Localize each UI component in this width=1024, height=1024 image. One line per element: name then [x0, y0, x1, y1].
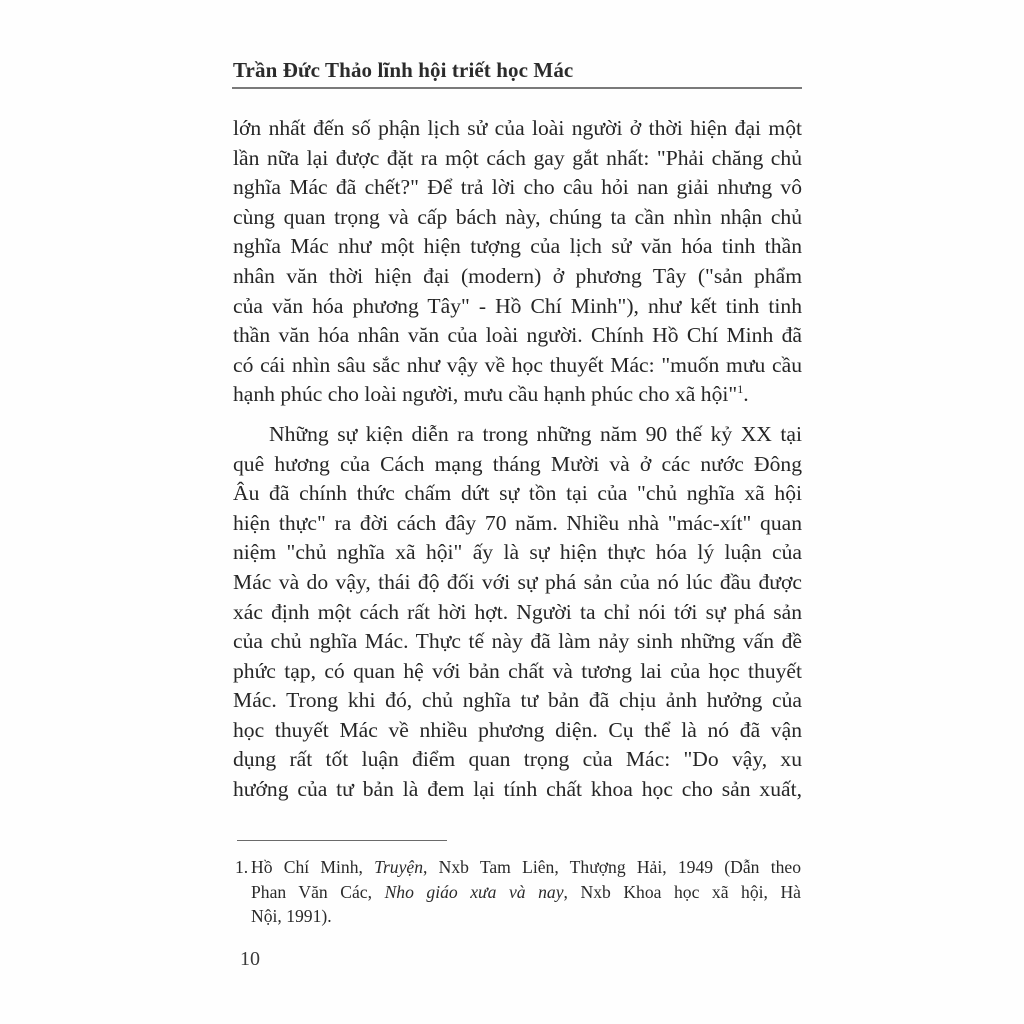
footnote-line [251, 855, 801, 880]
footnote-text: , Nxb Khoa học xã hội, Hà [563, 881, 801, 902]
text-line: Âu đã chính thức chấm dứt sự tồn tại của "chủ nghĩa xã hội [233, 481, 802, 506]
text-line: lần nữa lại được đặt ra một cách gay gắt nhất: "Phải chăng chủ [233, 145, 802, 170]
text-line: phức tạp, có quan hệ với bản chất và tương lai của học thuyết [233, 658, 802, 683]
text-line: dụng rất tốt luận điểm quan trọng của Mác: "Do vậy, xu [233, 747, 802, 772]
text-line: hiện thực" ra đời cách đây 70 năm. Nhiều nhà "mác-xít" quan [233, 510, 802, 535]
footnote-text: , Nxb Tam Liên, Thượng Hải, 1949 (Dẫn theo [423, 857, 801, 877]
text-fragment: . [743, 382, 749, 407]
footnote-text: Hồ Chí Minh, [251, 857, 375, 877]
text-line: xác định một cách rất hời hợt. Người ta chỉ nói tới sự phá sản [233, 599, 802, 624]
body-text [233, 114, 802, 805]
footnote-item [233, 855, 801, 929]
text-line: nghĩa Mác như một hiện tượng của lịch sử văn hóa tinh thần [233, 234, 802, 259]
text-line: của văn hóa phương Tây" - Hồ Chí Minh"), như kết tinh tinh [233, 293, 802, 318]
text-line: quê hương của Cách mạng tháng Mười và ở các nước Đông [233, 451, 802, 476]
text-line-last [233, 380, 802, 410]
text-line: học thuyết Mác về nhiều phương diện. Cụ thể là nó đã vận [233, 717, 802, 742]
text-line: hướng của tư bản là đem lại tính chất khoa học cho sản xuất, [233, 777, 802, 802]
footnotes [233, 855, 801, 929]
text-line: lớn nhất đến số phận lịch sử của loài người ở thời hiện đại một [233, 116, 802, 140]
footnote-title-italic: Nho giáo xưa và nay [384, 881, 564, 902]
running-head-title: Trần Đức Thảo lĩnh hội triết học Mác [233, 58, 574, 82]
text-line: niệm "chủ nghĩa xã hội" ấy là sự hiện thực hóa lý luận của [233, 540, 802, 565]
footnote-text: Phan Văn Các, [251, 881, 385, 902]
footnote-line [251, 880, 801, 905]
footnote-line: Nội, 1991). [251, 906, 332, 926]
text-line: Mác và do vậy, thái độ đối với sự phá sản của nó lúc đầu được [233, 569, 802, 594]
paragraph-2 [233, 420, 802, 805]
text-line: nghĩa Mác đã chết?" Để trả lời cho câu hỏi nan giải nhưng vô [233, 175, 802, 200]
footnote-title-italic: Truyện [374, 857, 424, 877]
footnote-reference[interactable]: 1 [737, 382, 744, 397]
header-rule [232, 87, 802, 89]
paragraph-1 [233, 114, 802, 410]
text-line: Những sự kiện diễn ra trong những năm 90 thế kỷ XX tại [269, 421, 802, 446]
text-line: thần văn hóa nhân văn của loài người. Chính Hồ Chí Minh đã [233, 323, 802, 348]
text-line: nhân văn thời hiện đại (modern) ở phương Tây ("sản phẩm [233, 263, 802, 288]
footnote-number: 1. [235, 857, 249, 877]
page-number: 10 [240, 948, 260, 970]
text-fragment: hạnh phúc cho loài người, mưu cầu hạnh phúc cho xã hội" [233, 382, 738, 407]
footnote-rule [237, 840, 447, 841]
text-line: cùng quan trọng và cấp bách này, chúng ta cần nhìn nhận chủ [233, 204, 802, 229]
text-line: Mác. Trong khi đó, chủ nghĩa tư bản đã chịu ảnh hưởng của [233, 688, 802, 713]
text-line: có cái nhìn sâu sắc như vậy về học thuyết Mác: "muốn mưu cầu [233, 352, 802, 377]
text-line: của chủ nghĩa Mác. Thực tế này đã làm nảy sinh những vấn đề [233, 629, 802, 654]
